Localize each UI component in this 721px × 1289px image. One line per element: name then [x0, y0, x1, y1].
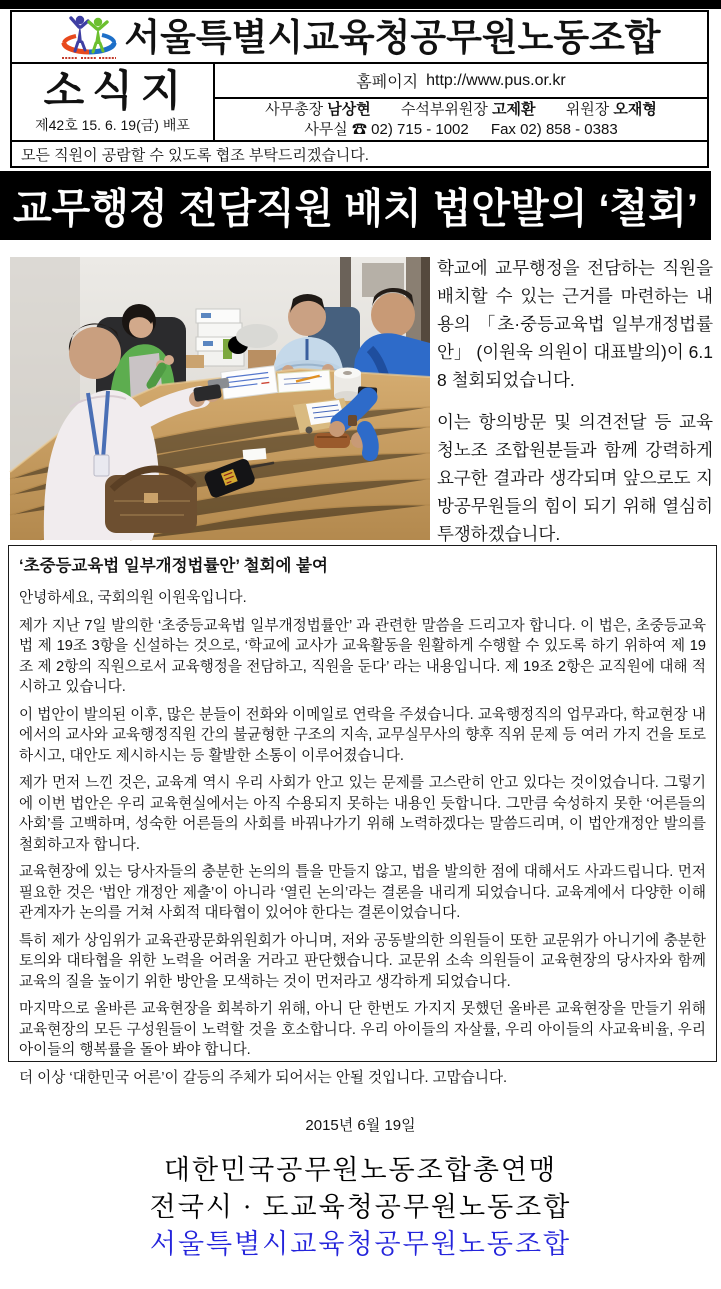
letter-paragraph: 안녕하세요, 국회의원 이원욱입니다. [19, 590, 247, 606]
fax-label: Fax [490, 120, 516, 138]
official-name-3: 오재형 [613, 100, 657, 118]
letter-paragraph: 교육현장에 있는 당사자들의 충분한 논의의 틀을 만들지 않고, 법을 발의한 점에 대해서도 사과드립니다. 먼저 필요한 것은 ‘법안 개정안 제출’이 아니라 ‘열린 논의’라는 결론을 내리게 되었습니다. 교육계에서 다양한 이해관계자가 논의를 거쳐 사회적 대타협이 있어야 한다는 결론이었습니다. [19, 864, 706, 921]
withdrawal-letter [8, 545, 717, 1086]
letter-paragraph: 더 이상 ‘대한민국 어른’이 갈등의 주체가 되어서는 안될 것입니다. 고맙습니다. [19, 1069, 508, 1086]
homepage-url: http://www.pus.or.kr [426, 71, 566, 89]
newsletter-title: 소식지 [43, 66, 190, 114]
meeting-photo [10, 257, 430, 540]
header-box [10, 10, 709, 168]
letter-paragraph: 마지막으로 올바른 교육현장을 회복하기 위해, 아니 단 한번도 가지지 못했던 올바른 교육현장을 만들기 위해 교육현장의 모든 구성원들이 노력할 것을 호소합니다. 우리 아이들의 자살률, 우리 아이들의 사교육비율, 우리 아이들의 행복률을 돌아 봐야 합니다. [19, 1001, 706, 1058]
article-paragraph: 이는 항의방문 및 의견전달 등 교육청노조 조합원분들과 함께 강력하게 요구한 결과라 생각되며 앞으로도 지방공무원들의 힘이 되기 위해 열심히 투쟁하겠습니다. [437, 412, 713, 544]
header-info-row [12, 64, 707, 142]
phone-number: 02) 715 - 1002 [371, 120, 469, 138]
letter-title: ‘초중등교육법 일부개정법률안’ 철회에 붙여 [19, 557, 328, 575]
letter-paragraph: 특히 제가 상임위가 교육관광문화위원회가 아니며, 저와 공동발의한 의원들이 또한 교문위가 아니기에 충분한 토의와 대타협을 위한 노력을 어려울 거라고 판단했습니다. 교문위 소속 의원들이 교육현장의 당사자와 함께 교육의 질을 높이기 위한 방안을 모색하는 것이 먼저라고 생각하게 되었습니다. [19, 932, 706, 990]
article-paragraph: 학교에 교무행정을 전담하는 직원을 배치할 수 있는 근거를 마련하는 내용의 「초·중등교육법 일부개정법률안」 (이원욱 의원이 대표발의)이 6.18 철회되었습니다. [437, 258, 713, 390]
issue-info: 제42호 15. 6. 19(금) 배포 [35, 117, 190, 134]
official-name-2: 고제환 [492, 100, 536, 118]
letter-paragraph: 이 법안이 발의된 이후, 많은 분들이 전화와 이메일로 연락을 주셨습니다. 교육행정직의 업무과다, 학교현장 내에서의 교사와 교육행정직원 간의 불균형한 구조의 지속, 교무실무사의 향후 직위 문제 등 여러 가지 건을 토로하시고, 대안도 제시하시는 등 활발한 소통이 이루어졌습니다. [19, 706, 706, 764]
letter-paragraph: 제가 지난 7일 발의한 ‘초중등교육법 일부개정법률안’ 과 관련한 말씀을 드리고자 합니다. 이 법은, 초중등교육법 제 19조 3항을 신설하는 것으로, ‘학교에 교사가 교육활동을 원활하게 수행할 수 있도록 하기 위하여 제 19조 제 2항의 직원으로서 교육행정을 전담하고, 직원을 둔다’ 라는 내용입니다. 제 19조 2항은 교직원에 대해 적시하고 있습니다. [19, 617, 706, 695]
official-title-2: 수석부위원장 [400, 100, 488, 118]
office-contact-line [304, 120, 617, 140]
official-title-1: 사무총장 [265, 100, 324, 118]
newsletter-title-cell [12, 64, 215, 140]
union-logo-icon [58, 13, 120, 61]
notice-row [12, 142, 707, 166]
official-title-3: 위원장 [565, 100, 610, 118]
official-name-1: 남상현 [327, 100, 371, 118]
headline-banner [0, 171, 711, 240]
officials-rows [215, 99, 707, 140]
org-seoul-union: 서울특별시교육청공무원노동조합 [149, 1229, 572, 1259]
letter-paragraph: 제가 먼저 느낀 것은, 교육계 역시 우리 사회가 안고 있는 문제를 고스란히 안고 있다는 것이었습니다. 그렇기에 이번 법안은 우리 교육현실에서는 아직 수용되지 못하는 내용인 듯합니다. 그만큼 숙성하지 못한 ‘어른들의 사회’를 고백하며, 성숙한 어른들의 사회를 바꿔나가기 위해 노력하겠다는 말씀드리며, 이 법안개정안 발의를 철회하고자 합니다. [19, 775, 706, 853]
phone-icon: ☎ [351, 120, 367, 138]
fax-number: 02) 858 - 0383 [520, 120, 618, 138]
headline-text: 교무행정 전담직원 배치 법안발의 ‘철회’ [13, 186, 698, 232]
org-federation: 대한민국공무원노동조합총연맹 [163, 1155, 558, 1185]
homepage-label: 홈페이지 [356, 74, 419, 91]
signing-organizations [0, 1152, 721, 1263]
officials-line [265, 100, 657, 120]
header-title-row [12, 12, 707, 64]
office-label: 사무실 [304, 120, 348, 138]
homepage-row [215, 64, 707, 99]
top-black-strip [0, 0, 721, 9]
contact-cell [215, 64, 707, 140]
org-title: 서울특별시교육청공무원노동조합 [124, 16, 661, 58]
org-national-union: 전국시 · 도교육청공무원노동조합 [149, 1192, 572, 1222]
issue-date: 2015년 6월 19일 [305, 1117, 416, 1134]
notice-text: 모든 직원이 공람할 수 있도록 협조 부탁드리겠습니다. [21, 146, 369, 164]
article-summary [437, 254, 713, 542]
